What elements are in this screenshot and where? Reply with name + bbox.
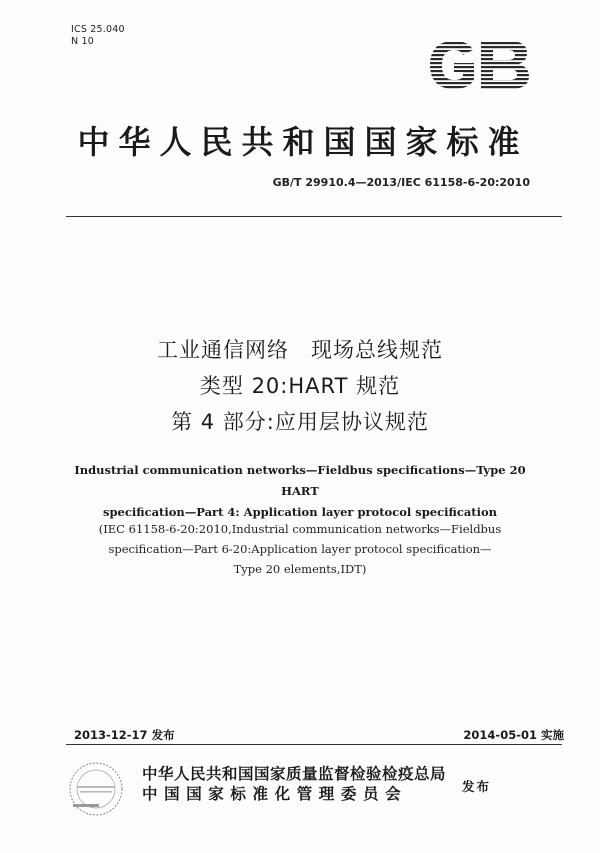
implementation-date: 2014-05-01 实施 — [463, 728, 564, 742]
watermark-seal-icon — [67, 760, 125, 818]
issuing-authorities — [142, 764, 446, 804]
english-title-block — [60, 460, 540, 523]
en-title-line-1: Industrial communication networks—Fieldbus specifications—Type 20 HART — [74, 463, 526, 498]
ccs-code: N 10 — [71, 36, 95, 47]
issue-label: 发布 — [462, 779, 492, 794]
ics-code: ICS 25.040 — [71, 24, 125, 35]
cn-title-line-2: 类型 20:HART 规范 — [199, 374, 401, 398]
national-standard-title: 中华人民共和国国家标准 — [77, 123, 529, 161]
gb-logo-icon — [426, 38, 532, 92]
release-date: 2013-12-17 发布 — [74, 728, 175, 742]
iec-ref-line-1: (IEC 61158-6-20:2010,Industrial communication networks—Fieldbus — [98, 522, 502, 536]
cn-title-line-1: 工业通信网络 现场总线规范 — [157, 338, 443, 362]
issuer-line-2: 中国国家标准化管理委员会 — [142, 785, 408, 803]
en-title-line-2: specification—Part 4: Application layer protocol specification — [103, 505, 497, 519]
issuer-line-1: 中华人民共和国国家质量监督检验检疫总局 — [142, 765, 447, 783]
iec-ref-line-3: Type 20 elements,IDT) — [233, 562, 367, 576]
cn-title-line-3: 第 4 部分:应用层协议规范 — [171, 410, 429, 434]
iec-ref-line-2: specification—Part 6-20:Application layer protocol specification— — [108, 542, 492, 556]
chinese-title-block — [0, 332, 600, 440]
top-divider — [66, 216, 562, 217]
bottom-divider — [66, 744, 562, 745]
standard-number: GB/T 29910.4—2013/IEC 61158-6-20:2010 — [272, 176, 530, 189]
classification-codes — [71, 24, 125, 48]
iec-reference-block — [60, 519, 540, 579]
